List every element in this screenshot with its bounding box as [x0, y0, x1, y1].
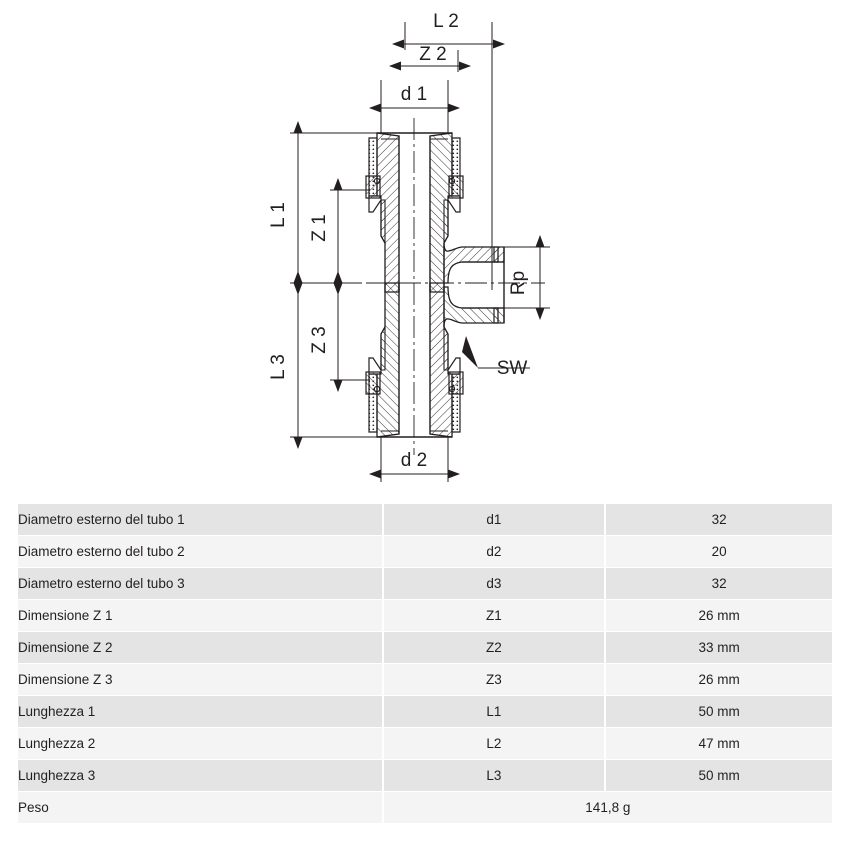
- branch-outlet: [444, 243, 504, 327]
- specifications-table-body: [18, 504, 832, 823]
- row-label: Lunghezza 2: [18, 728, 384, 759]
- row-symbol: d3: [384, 568, 607, 599]
- table-row: [18, 664, 832, 695]
- row-value: 50 mm: [606, 696, 832, 727]
- dimension-label-l1: L 1: [268, 202, 289, 228]
- table-row: [18, 504, 832, 535]
- table-row: [18, 728, 832, 759]
- dimension-label-rp: Rp: [508, 270, 529, 296]
- row-symbol: L2: [384, 728, 607, 759]
- dimension-label-sw: SW: [496, 358, 528, 379]
- row-symbol: Z1: [384, 600, 607, 631]
- row-label: Dimensione Z 3: [18, 664, 384, 695]
- row-label: Dimensione Z 1: [18, 600, 384, 631]
- row-symbol: Z3: [384, 664, 607, 695]
- row-symbol: L3: [384, 760, 607, 791]
- row-value: 26 mm: [606, 664, 832, 695]
- dimension-label-z2: Z 2: [419, 44, 447, 65]
- table-row: [18, 568, 832, 599]
- row-symbol: d1: [384, 504, 607, 535]
- table-row: [18, 536, 832, 567]
- dimension-label-z3: Z 3: [309, 326, 330, 354]
- table-row: [18, 632, 832, 663]
- row-value: 141,8 g: [384, 792, 832, 823]
- table-row-weight: [18, 792, 832, 823]
- row-label: Diametro esterno del tubo 1: [18, 504, 384, 535]
- table-row: [18, 600, 832, 631]
- row-symbol: Z2: [384, 632, 607, 663]
- row-value: 33 mm: [606, 632, 832, 663]
- dimension-label-l3: L 3: [268, 354, 289, 380]
- dimension-label-d2: d 2: [400, 450, 428, 471]
- row-label: Diametro esterno del tubo 2: [18, 536, 384, 567]
- specifications-table: [18, 503, 832, 824]
- dimension-label-z1: Z 1: [309, 214, 330, 242]
- row-label: Lunghezza 3: [18, 760, 384, 791]
- row-value: 50 mm: [606, 760, 832, 791]
- row-value: 20: [606, 536, 832, 567]
- row-symbol: L1: [384, 696, 607, 727]
- dimension-label-l2: L 2: [433, 11, 459, 32]
- row-value: 32: [606, 568, 832, 599]
- row-label: Dimensione Z 2: [18, 632, 384, 663]
- row-symbol: d2: [384, 536, 607, 567]
- dimension-label-d1: d 1: [400, 84, 428, 105]
- row-value: 26 mm: [606, 600, 832, 631]
- table-row: [18, 760, 832, 791]
- fitting-body: [366, 133, 504, 437]
- row-label: Diametro esterno del tubo 3: [18, 568, 384, 599]
- row-label: Lunghezza 1: [18, 696, 384, 727]
- table-row: [18, 696, 832, 727]
- row-label: Peso: [18, 792, 384, 823]
- row-value: 47 mm: [606, 728, 832, 759]
- row-value: 32: [606, 504, 832, 535]
